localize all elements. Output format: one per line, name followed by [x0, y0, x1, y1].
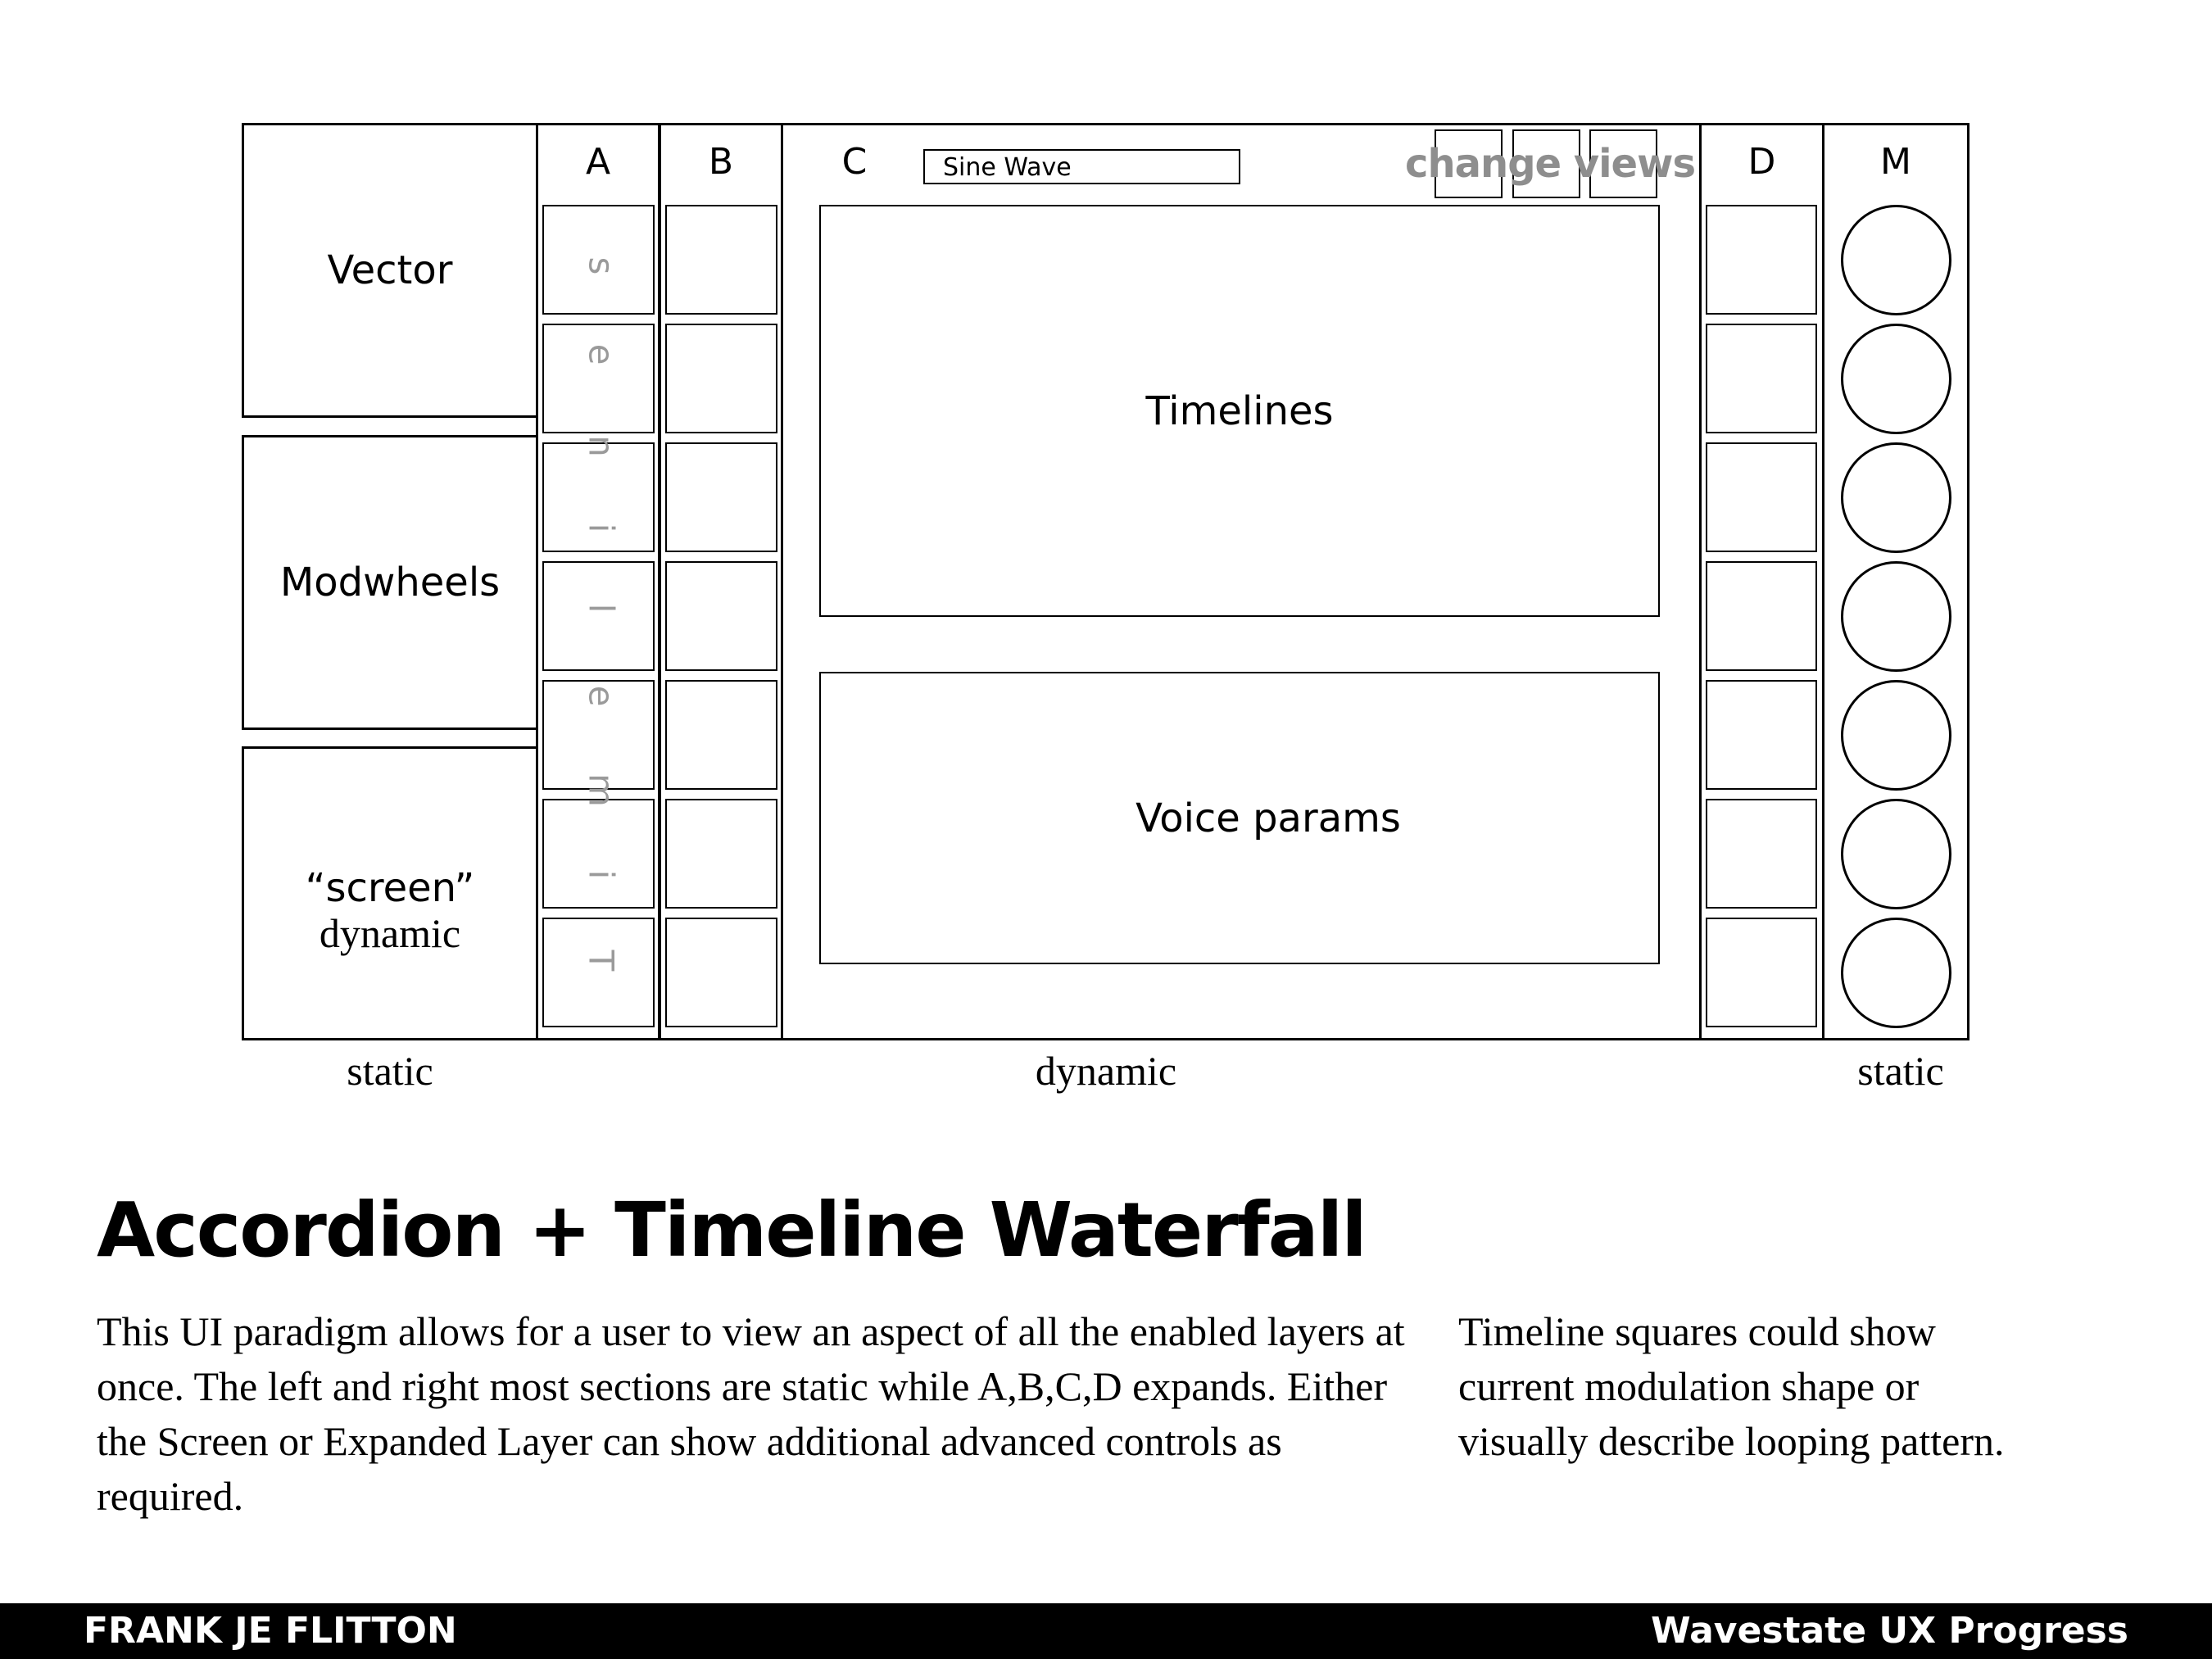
change-views-label: change views [1405, 141, 1696, 187]
column-c-header: C [841, 141, 868, 183]
column-m-header: M [1880, 141, 1911, 183]
layer-d-square[interactable] [1706, 680, 1817, 790]
page-title: Accordion + Timeline Waterfall [97, 1186, 1366, 1274]
vertical-label-letter: i [581, 869, 622, 880]
layer-b-square[interactable] [665, 324, 777, 433]
macro-knob[interactable] [1841, 205, 1951, 315]
vertical-label-letter: i [581, 523, 622, 533]
side-note-paragraph: Timeline squares could show current modulation shape or visually describe looping pattern. [1458, 1308, 2005, 1464]
vertical-label-letter: e [581, 685, 622, 707]
layer-d-square[interactable] [1706, 799, 1817, 909]
timelines-panel[interactable] [819, 205, 1660, 617]
vertical-label-letter: m [581, 773, 622, 807]
macro-knob[interactable] [1841, 324, 1951, 434]
vertical-label-letter: T [581, 950, 622, 972]
caption-left-static: static [347, 1048, 433, 1094]
layer-d-square[interactable] [1706, 205, 1817, 315]
layer-d-square[interactable] [1706, 442, 1817, 552]
vector-label: Vector [327, 247, 453, 293]
vector-panel[interactable] [242, 123, 538, 418]
layer-b-square[interactable] [665, 561, 777, 671]
voice-params-label: Voice params [1135, 795, 1401, 841]
caption-right-static: static [1857, 1048, 1944, 1094]
layer-b-square[interactable] [665, 205, 777, 315]
waveform-selector[interactable] [923, 149, 1240, 184]
vertical-label-letter: s [581, 256, 622, 275]
layer-b-square[interactable] [665, 799, 777, 909]
footer-author: FRANK JE FLITTON [84, 1610, 457, 1652]
macro-knob[interactable] [1841, 918, 1951, 1028]
timelines-label: Timelines [1145, 388, 1334, 434]
layer-b-square[interactable] [665, 680, 777, 790]
layer-b-square[interactable] [665, 442, 777, 552]
layer-b-square[interactable] [665, 918, 777, 1027]
voice-params-panel[interactable] [819, 672, 1660, 964]
layer-d-square[interactable] [1706, 918, 1817, 1027]
macro-knob[interactable] [1841, 442, 1951, 553]
column-b-header: B [708, 141, 734, 183]
layer-d-square[interactable] [1706, 561, 1817, 671]
macro-knob[interactable] [1841, 680, 1951, 791]
footer-bar [0, 1603, 2212, 1659]
caption-center-dynamic: dynamic [1035, 1048, 1177, 1094]
column-d-header: D [1747, 141, 1776, 183]
modwheels-label: Modwheels [279, 560, 501, 605]
description-paragraph: This UI paradigm allows for a user to view an aspect of all the enabled layers at once. The left and right most sections are static while A,B,C,D expands. Either the Screen or Expanded Layer can show additional advanced controls as required. [97, 1308, 1405, 1519]
waveform-selector-value: Sine Wave [943, 153, 1072, 182]
column-a-header: A [585, 141, 611, 183]
vertical-label-letter: n [581, 435, 622, 457]
macro-knob[interactable] [1841, 561, 1951, 672]
macro-knob[interactable] [1841, 799, 1951, 909]
vertical-label-letter: e [581, 343, 622, 365]
layer-d-square[interactable] [1706, 324, 1817, 433]
footer-project: Wavestate UX Progress [1651, 1610, 2128, 1652]
vertical-label-letter: l [581, 603, 622, 614]
screen-dynamic-label: dynamic [319, 909, 461, 956]
screen-panel[interactable] [242, 746, 538, 1040]
screen-label: “screen” [305, 864, 475, 911]
modwheels-panel[interactable] [242, 435, 538, 730]
